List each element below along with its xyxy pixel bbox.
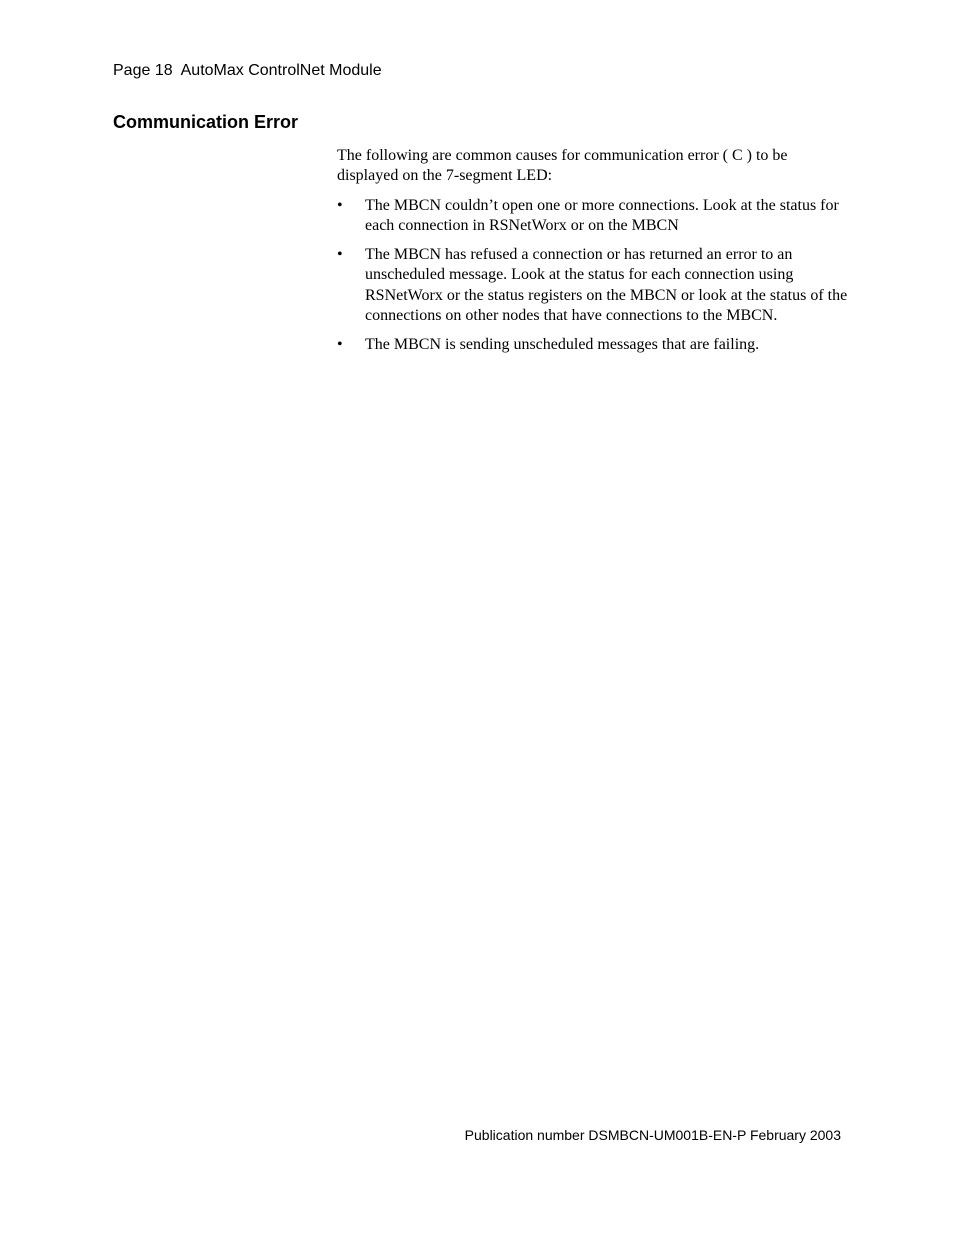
publication-footer: Publication number DSMBCN-UM001B-EN-P February 2003 (464, 1127, 841, 1143)
bullet-text: The MBCN couldn’t open one or more connections. Look at the status for each connection in RSNetWorx or on the MBCN (365, 196, 839, 234)
bullet-list (337, 196, 849, 356)
bullet-item-unscheduled-failing (337, 335, 849, 355)
bullet-icon: • (337, 246, 343, 264)
intro-paragraph: The following are common causes for communication error ( C ) to be displayed on the 7-segment LED: (337, 147, 788, 185)
section-heading: Communication Error (113, 112, 299, 132)
bullet-item-refused-connection (337, 245, 849, 326)
bullet-item-open-connections (337, 196, 849, 237)
bullet-text: The MBCN is sending unscheduled messages that are failing. (365, 336, 760, 354)
body-text-column (337, 146, 849, 365)
bullet-icon: • (337, 336, 343, 354)
running-header: Page 18 AutoMax ControlNet Module (113, 62, 382, 79)
bullet-text: The MBCN has refused a connection or has returned an error to an unscheduled message. Look at the status for each connection using RSNetWorx or the status registers on the MBCN or look at the status of the connections on other nodes that have connections to the MBCN. (365, 246, 848, 325)
bullet-icon: • (337, 196, 343, 214)
